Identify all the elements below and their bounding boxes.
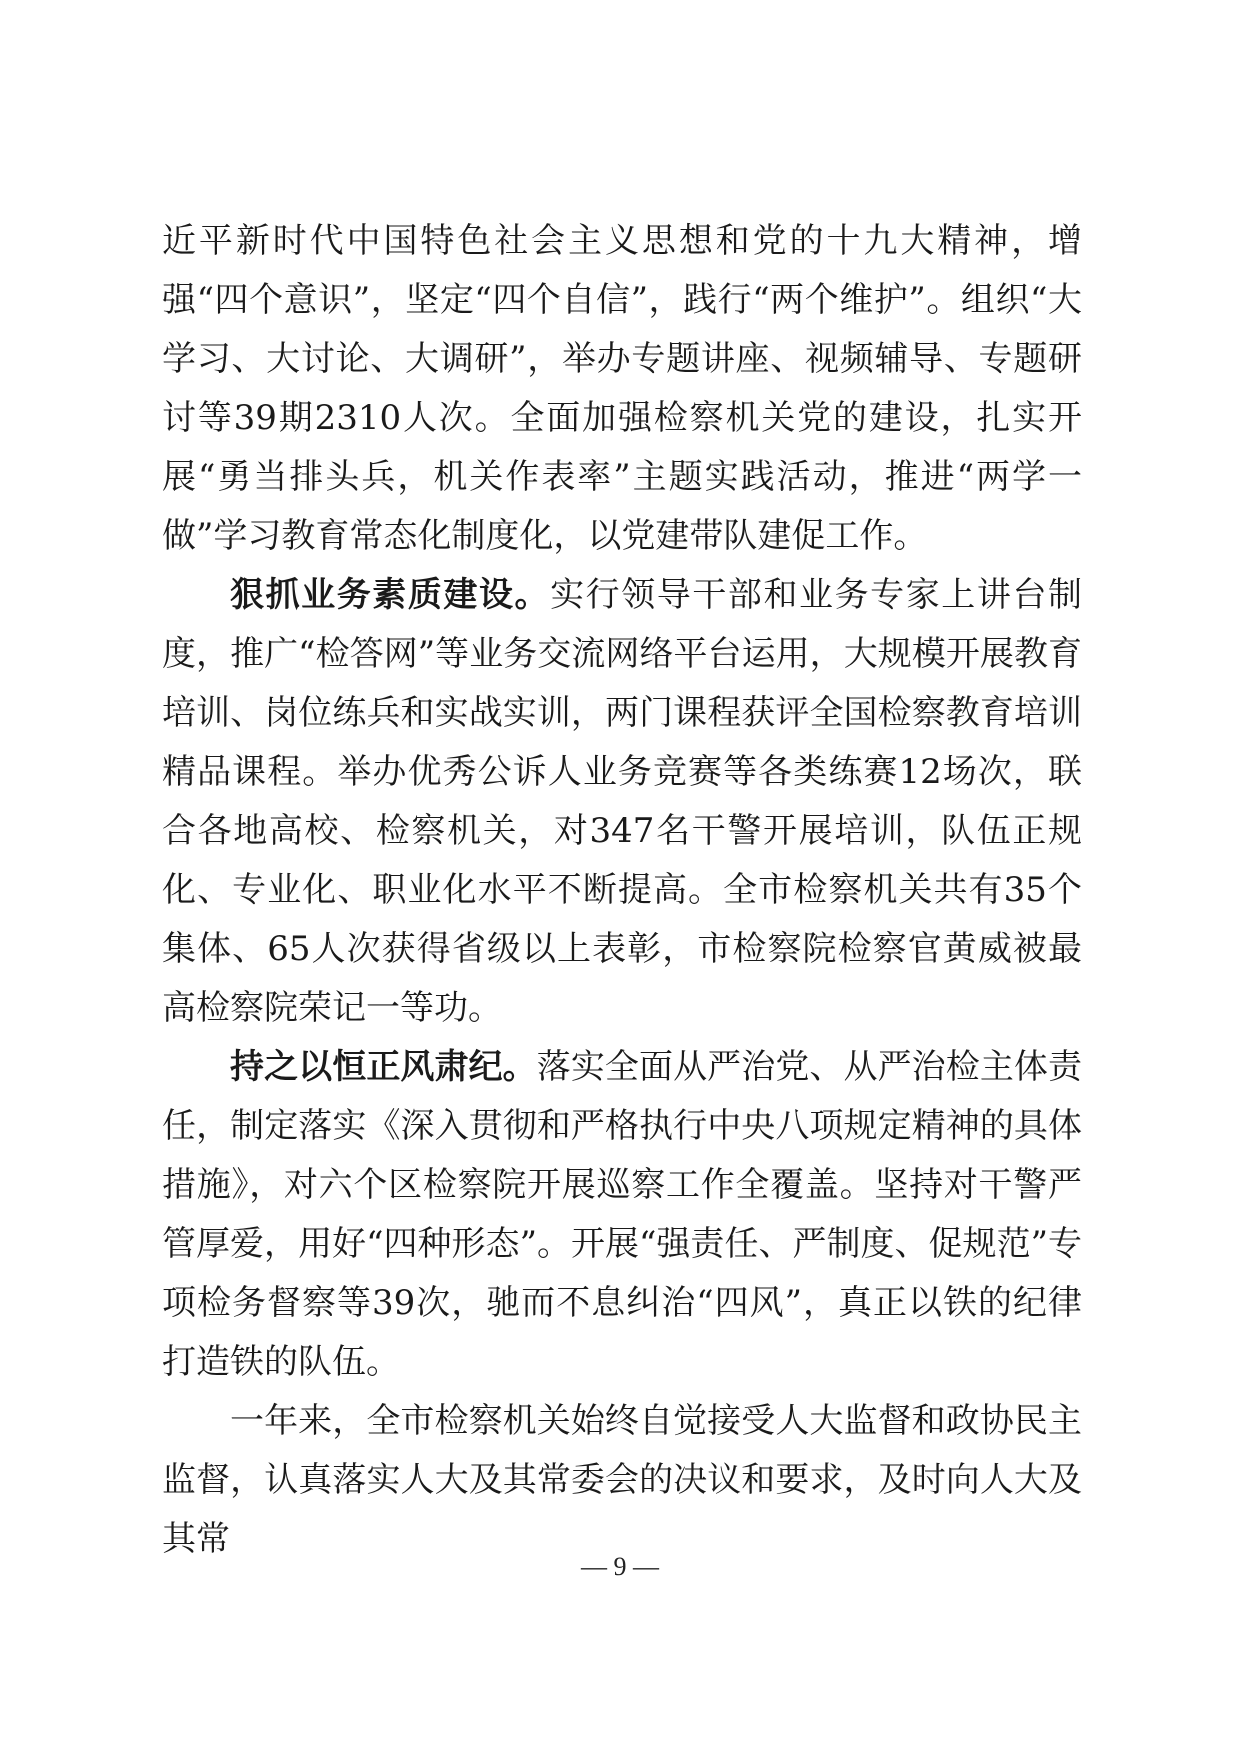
body-text: [162, 212, 1082, 1569]
paragraph-text: 实行领导干部和业务专家上讲台制度，推广“检答网”等业务交流网络平台运用，大规模开展教育培训、岗位练兵和实战实训，两门课程获评全国检察教育培训精品课程。举办优秀公诉人业务竞赛等各类练赛12场次，联合各地高校、检察机关，对347名干警开展培训，队伍正规化、专业化、职业化水平不断提高。全市检察机关共有35个集体、65人次获得省级以上表彰，市检察院检察官黄威被最高检察院荣记一等功。: [162, 575, 1083, 1028]
paragraph-discipline: [162, 1038, 1082, 1392]
paragraph-text: 一年来，全市检察机关始终自觉接受人大监督和政协民主监督，认真落实人大及其常委会的决议和要求，及时向人大及其常: [162, 1401, 1082, 1559]
paragraph-text: 落实全面从严治党、从严治检主体责任，制定落实《深入贯彻和严格执行中央八项规定精神的具体措施》，对六个区检察院开展巡察工作全覆盖。坚持对干警严管厚爱，用好“四种形态”。开展“强责任、严制度、促规范”专项检务督察等39次，驰而不息纠治“四风”，真正以铁的纪律打造铁的队伍。: [162, 1047, 1082, 1382]
paragraph-year-summary: [162, 1392, 1082, 1569]
paragraph-heading: 持之以恒正风肃纪。: [230, 1047, 537, 1087]
paragraph-heading: 狠抓业务素质建设。: [230, 575, 551, 615]
page-number: — 9 —: [581, 1552, 659, 1581]
paragraph-text: 近平新时代中国特色社会主义思想和党的十九大精神，增强“四个意识”，坚定“四个自信”，践行“两个维护”。组织“大学习、大讨论、大调研”，举办专题讲座、视频辅导、专题研讨等39期2310人次。全面加强检察机关党的建设，扎实开展“勇当排头兵，机关作表率”主题实践活动，推进“两学一做”学习教育常态化制度化，以党建带队建促工作。: [162, 221, 1082, 556]
paragraph-continuation: [162, 212, 1082, 566]
paragraph-business-quality: [162, 566, 1082, 1038]
